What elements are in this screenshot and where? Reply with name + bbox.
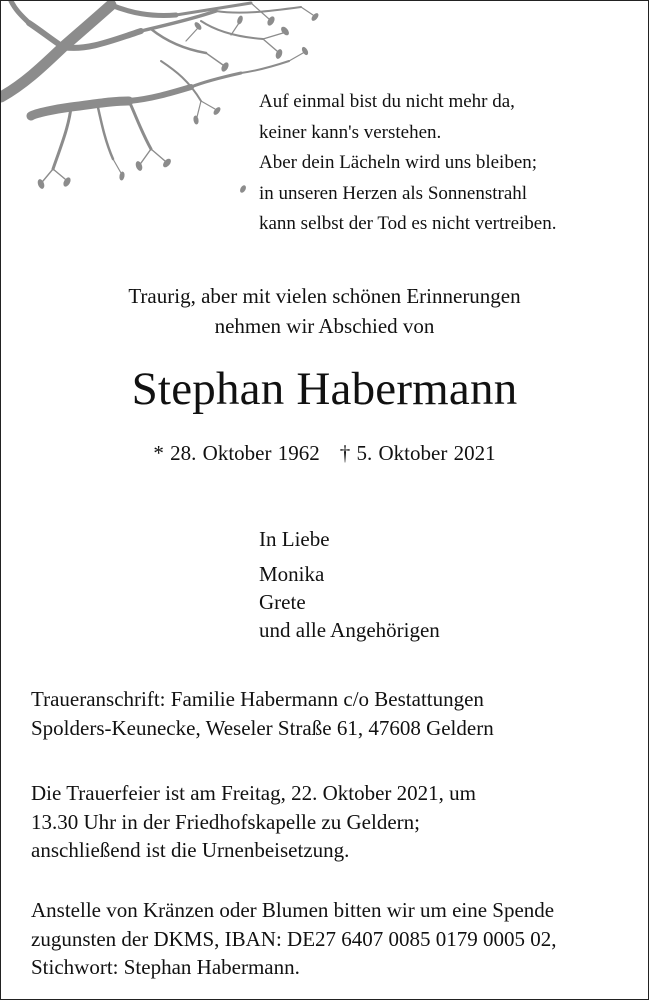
birth-date: * 28. Oktober 1962 [153,441,320,465]
mourner-name: Grete [259,590,306,614]
ceremony-line: Die Trauerfeier ist am Freitag, 22. Oktober 2021, um [31,781,476,805]
address-line: Traueranschrift: Familie Habermann c/o Bestattungen [31,687,484,711]
intro-line: Traurig, aber mit vielen schönen Erinnerungen [128,284,521,308]
mourners-lead: In Liebe [259,527,330,551]
ceremony-line: anschließend ist die Urnenbeisetzung. [31,838,350,862]
mourners-block [259,524,440,644]
ceremony-info [31,779,628,865]
donation-line: Stichwort: Stephan Habermann. [31,955,300,979]
poem-line: kann selbst der Tod es nicht vertreiben. [259,213,557,234]
poem-line: in unseren Herzen als Sonnenstrahl [259,182,528,204]
mourner-name: und alle Angehörigen [259,618,440,642]
donation-line: zugunsten der DKMS, IBAN: DE27 6407 0085 0179 0005 02, [31,926,557,951]
memorial-poem [259,87,557,240]
deceased-name: Stephan Habermann [131,363,518,415]
life-dates [1,438,648,468]
address-line: Spolders-Keunecke, Weseler Straße 61, 47608 Geldern [31,715,494,740]
donation-line: Anstelle von Kränzen oder Blumen bitten wir um eine Spende [31,898,555,922]
ceremony-line: 13.30 Uhr in der Friedhofskapelle zu Geldern; [31,809,420,834]
poem-line: keiner kann's verstehen. [259,121,442,143]
farewell-intro [1,282,648,341]
intro-line: nehmen wir Abschied von [214,313,435,338]
poem-line: Aber dein Lächeln wird uns bleiben; [259,152,538,173]
donation-request [31,896,628,982]
death-date: † 5. Oktober 2021 [339,441,496,465]
mourning-address [31,685,628,742]
poem-line: Auf einmal bist du nicht mehr da, [259,91,515,112]
mourner-name: Monika [259,562,325,586]
